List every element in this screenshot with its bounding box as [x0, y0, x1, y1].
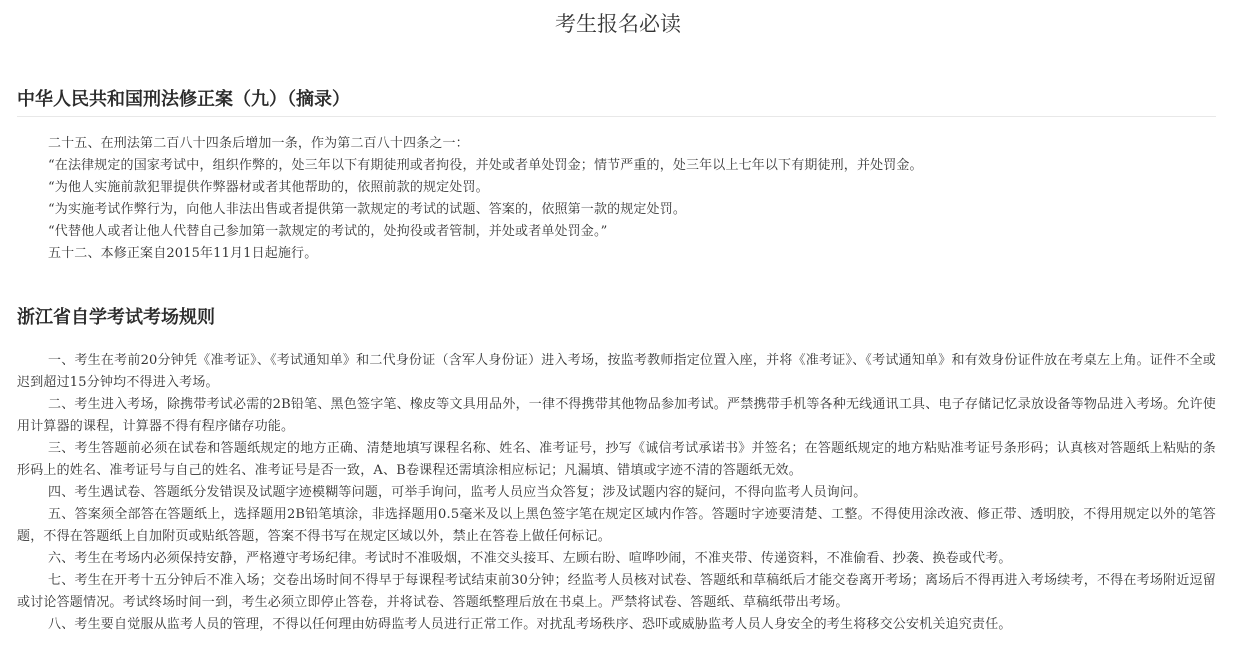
rule-paragraph-8: 八、考生要自觉服从监考人员的管理，不得以任何理由妨碍监考人员进行正常工作。对扰乱考场秩序、恐吓或威胁监考人员人身安全的考生将移交公安机关追究责任。: [48, 617, 1012, 632]
rule-paragraph-1: 一、考生在考前20分钟凭《准考证》、《考试通知单》和二代身份证（含军人身份证）进入考场，按监考教师指定位置入座，并将《准考证》、《考试通知单》和有效身份证件放在考桌左上角。证件不全或迟到超过15分钟均不得进入考场。: [17, 353, 1216, 390]
rule-paragraph-2: 二、考生进入考场，除携带考试必需的2B铅笔、黑色签字笔、橡皮等文具用品外，一律不得携带其他物品参加考试。严禁携带手机等各种无线通讯工具、电子存储记忆录放设备等物品进入考场。允许使用计算器的课程，计算器不得有程序储存功能。: [17, 397, 1216, 434]
rule-paragraph-4: 四、考生遇试卷、答题纸分发错误及试题字迹模糊等问题，可举手询问，监考人员应当众答复；涉及试题内容的疑问，不得向监考人员询问。: [48, 485, 867, 500]
criminal-law-heading: 中华人民共和国刑法修正案（九）（摘录）: [17, 89, 350, 110]
law-line-effective-date: 五十二、本修正案自2015年11月1日起施行。: [48, 246, 318, 261]
rule-paragraph-7: 七、考生在开考十五分钟后不准入场；交卷出场时间不得早于每课程考试结束前30分钟；经监考人员核对试卷、答题纸和草稿纸后才能交卷离开考场；离场后不得再进入考场续考，不得在考场附近逗留或讨论答题情况。考试终场时间一到，考生必须立即停止答卷，并将试卷、答题纸整理后放在书桌上。严禁将试卷、答题纸、草稿纸带出考场。: [17, 573, 1216, 610]
law-line-intro: 二十五、在刑法第二百八十四条后增加一条，作为第二百八十四条之一：: [48, 136, 469, 151]
law-line-clause-2: “为他人实施前款犯罪提供作弊器材或者其他帮助的，依照前款的规定处罚。: [48, 180, 489, 195]
law-line-clause-1: “在法律规定的国家考试中，组织作弊的，处三年以下有期徒刑或者拘役，并处或者单处罚金；情节严重的，处三年以上七年以下有期徒刑，并处罚金。: [48, 158, 923, 173]
rule-paragraph-6: 六、考生在考场内必须保持安静，严格遵守考场纪律。考试时不准吸烟，不准交头接耳、左顾右盼、喧哗吵闹，不准夹带、传递资料，不准偷看、抄袭、换卷或代考。: [48, 551, 1012, 566]
exam-rules-heading: 浙江省自学考试考场规则: [17, 307, 215, 328]
page-title: 考生报名必读: [555, 12, 681, 36]
law-line-clause-4: “代替他人或者让他人代替自己参加第一款规定的考试的，处拘役或者管制，并处或者单处罚金。”: [48, 224, 608, 239]
exam-rules-body: [17, 350, 1216, 636]
law-line-clause-3: “为实施考试作弊行为，向他人非法出售或者提供第一款规定的考试的试题、答案的，依照第一款的规定处罚。: [48, 202, 686, 217]
divider: [17, 116, 1216, 117]
rule-paragraph-5: 五、答案须全部答在答题纸上，选择题用2B铅笔填涂，非选择题用0.5毫米及以上黑色签字笔在规定区域内作答。答题时字迹要清楚、工整。不得使用涂改液、修正带、透明胶，不得用规定以外的笔答题，不得在答题纸上自加附页或贴纸答题，答案不得书写在规定区域以外，禁止在答卷上做任何标记。: [17, 507, 1216, 544]
rule-paragraph-3: 三、考生答题前必须在试卷和答题纸规定的地方正确、清楚地填写课程名称、姓名、准考证号，抄写《诚信考试承诺书》并签名；在答题纸规定的地方粘贴准考证号条形码；认真核对答题纸上粘贴的条形码上的姓名、准考证号与自己的姓名、准考证号是否一致，A、B卷课程还需填涂相应标记；凡漏填、错填或字迹不清的答题纸无效。: [17, 441, 1216, 478]
